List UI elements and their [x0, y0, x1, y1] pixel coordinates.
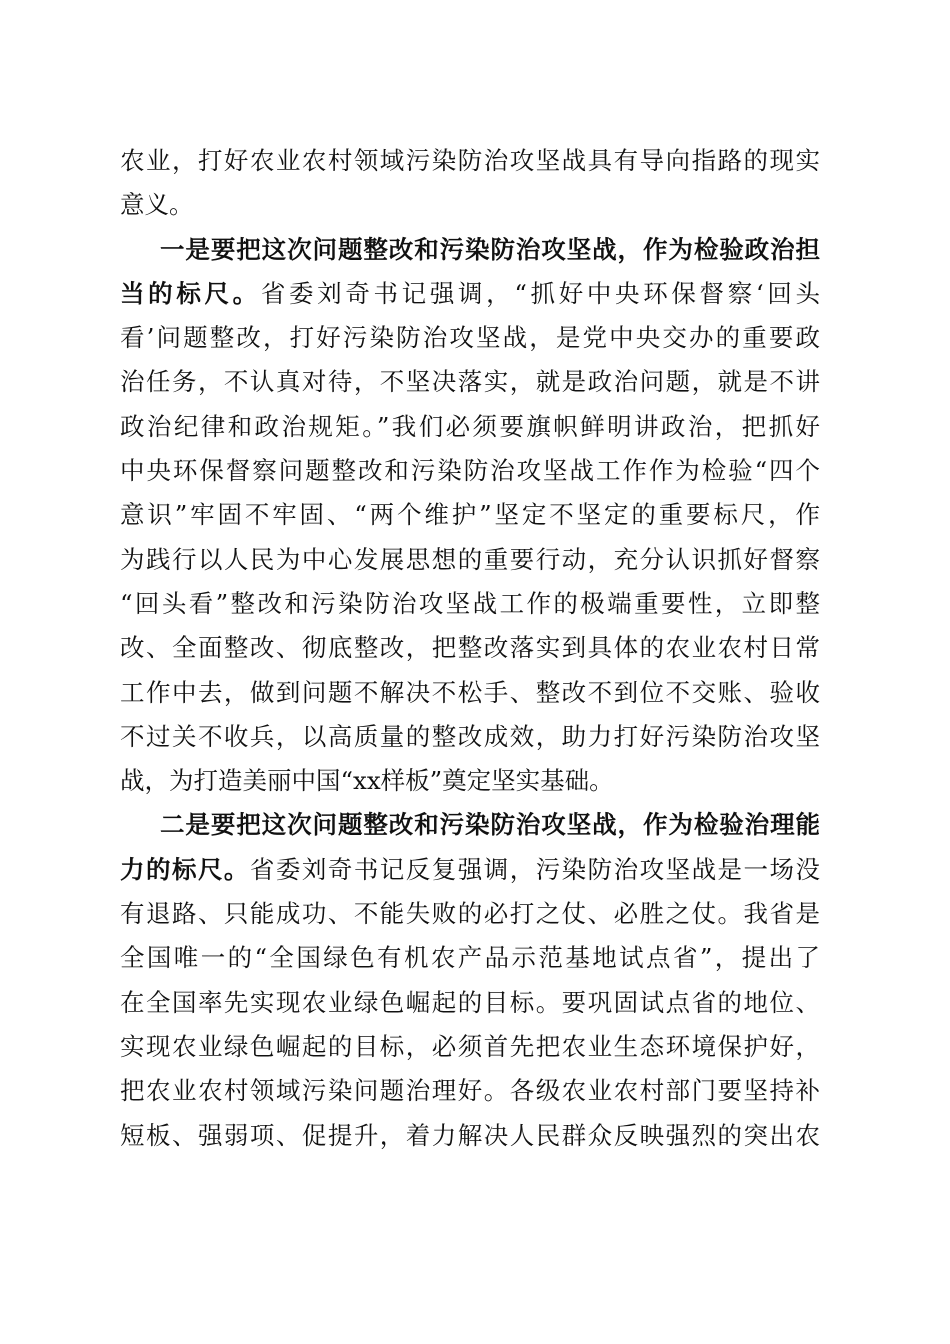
text-line — [120, 1114, 820, 1158]
body-text: 治任务，不认真对待，不坚决落实，就是政治问题，就是不讲 — [120, 367, 820, 397]
body-text: 实现农业绿色崛起的目标，必须首先把农业生态环境保护好， — [120, 1031, 820, 1061]
text-line — [120, 493, 820, 537]
text-line — [120, 759, 820, 803]
text-line — [120, 981, 820, 1025]
body-text: 有退路、只能成功、不能失败的必打之仗、必胜之仗。我省是 — [120, 899, 820, 929]
text-line — [120, 848, 820, 892]
text-line — [120, 360, 820, 404]
body-text: 在全国率先实现农业绿色崛起的目标。要巩固试点省的地位、 — [120, 987, 820, 1017]
body-text: 为践行以人民为中心发展思想的重要行动，充分认识抓好督察 — [120, 544, 820, 574]
body-text: 短板、强弱项、促提升，着力解决人民群众反映强烈的突出农 — [120, 1120, 820, 1150]
body-text: 把农业农村领域污染问题治理好。各级农业农村部门要坚持补 — [120, 1076, 820, 1106]
text-line — [120, 715, 820, 759]
bold-lead-text: 当的标尺。 — [120, 278, 261, 308]
body-text: 农业，打好农业农村领域污染防治攻坚战具有导向指路的现实 — [120, 146, 820, 175]
text-line — [120, 139, 820, 183]
text-line — [120, 671, 820, 715]
body-text: 看’问题整改，打好污染防治攻坚战，是党中央交办的重要政 — [120, 323, 820, 353]
body-text: 意识”牢固不牢固、“两个维护”坚定不坚定的重要标尺，作 — [120, 500, 820, 530]
text-line — [120, 892, 820, 936]
body-text: 工作中去，做到问题不解决不松手、整改不到位不交账、验收 — [120, 677, 820, 707]
body-text: 战，为打造美丽中国“xx样板”奠定坚实基础。 — [120, 766, 614, 796]
text-line — [120, 582, 820, 626]
text-line — [120, 936, 820, 980]
text-line — [120, 183, 820, 227]
body-text: 省委刘奇书记反复强调，污染防治攻坚战是一场没 — [249, 854, 820, 884]
body-text: 改、全面整改、彻底整改，把整改落实到具体的农业农村日常 — [120, 633, 820, 663]
bold-lead-text: 一是要把这次问题整改和污染防治攻坚战，作为检验政治担 — [160, 234, 820, 264]
body-text: 全国唯一的“全国绿色有机农产品示范基地试点省”，提出了 — [120, 943, 820, 973]
body-text: 政治纪律和政治规矩。”我们必须要旗帜鲜明讲政治，把抓好 — [120, 411, 820, 441]
text-line — [120, 626, 820, 670]
body-text: “回头看”整改和污染防治攻坚战工作的极端重要性，立即整 — [120, 588, 820, 618]
body-text: 省委刘奇书记强调，“抓好中央环保督察‘回头 — [260, 278, 820, 308]
text-line — [120, 803, 820, 847]
bold-lead-text: 二是要把这次问题整改和污染防治攻坚战，作为检验治理能 — [160, 810, 820, 840]
text-line — [120, 449, 820, 493]
body-text: 不过关不收兵，以高质量的整改成效，助力打好污染防治攻坚 — [120, 721, 820, 751]
text-line — [120, 228, 820, 272]
text-line — [120, 316, 820, 360]
text-line — [120, 272, 820, 316]
bold-lead-text: 力的标尺。 — [120, 854, 250, 884]
body-text: 意义。 — [120, 190, 194, 220]
text-line — [120, 1025, 820, 1069]
body-text: 中央环保督察问题整改和污染防治攻坚战工作作为检验“四个 — [120, 456, 820, 486]
text-line — [120, 405, 820, 449]
text-line — [120, 538, 820, 582]
document-body — [120, 139, 820, 1158]
text-line — [120, 1069, 820, 1113]
